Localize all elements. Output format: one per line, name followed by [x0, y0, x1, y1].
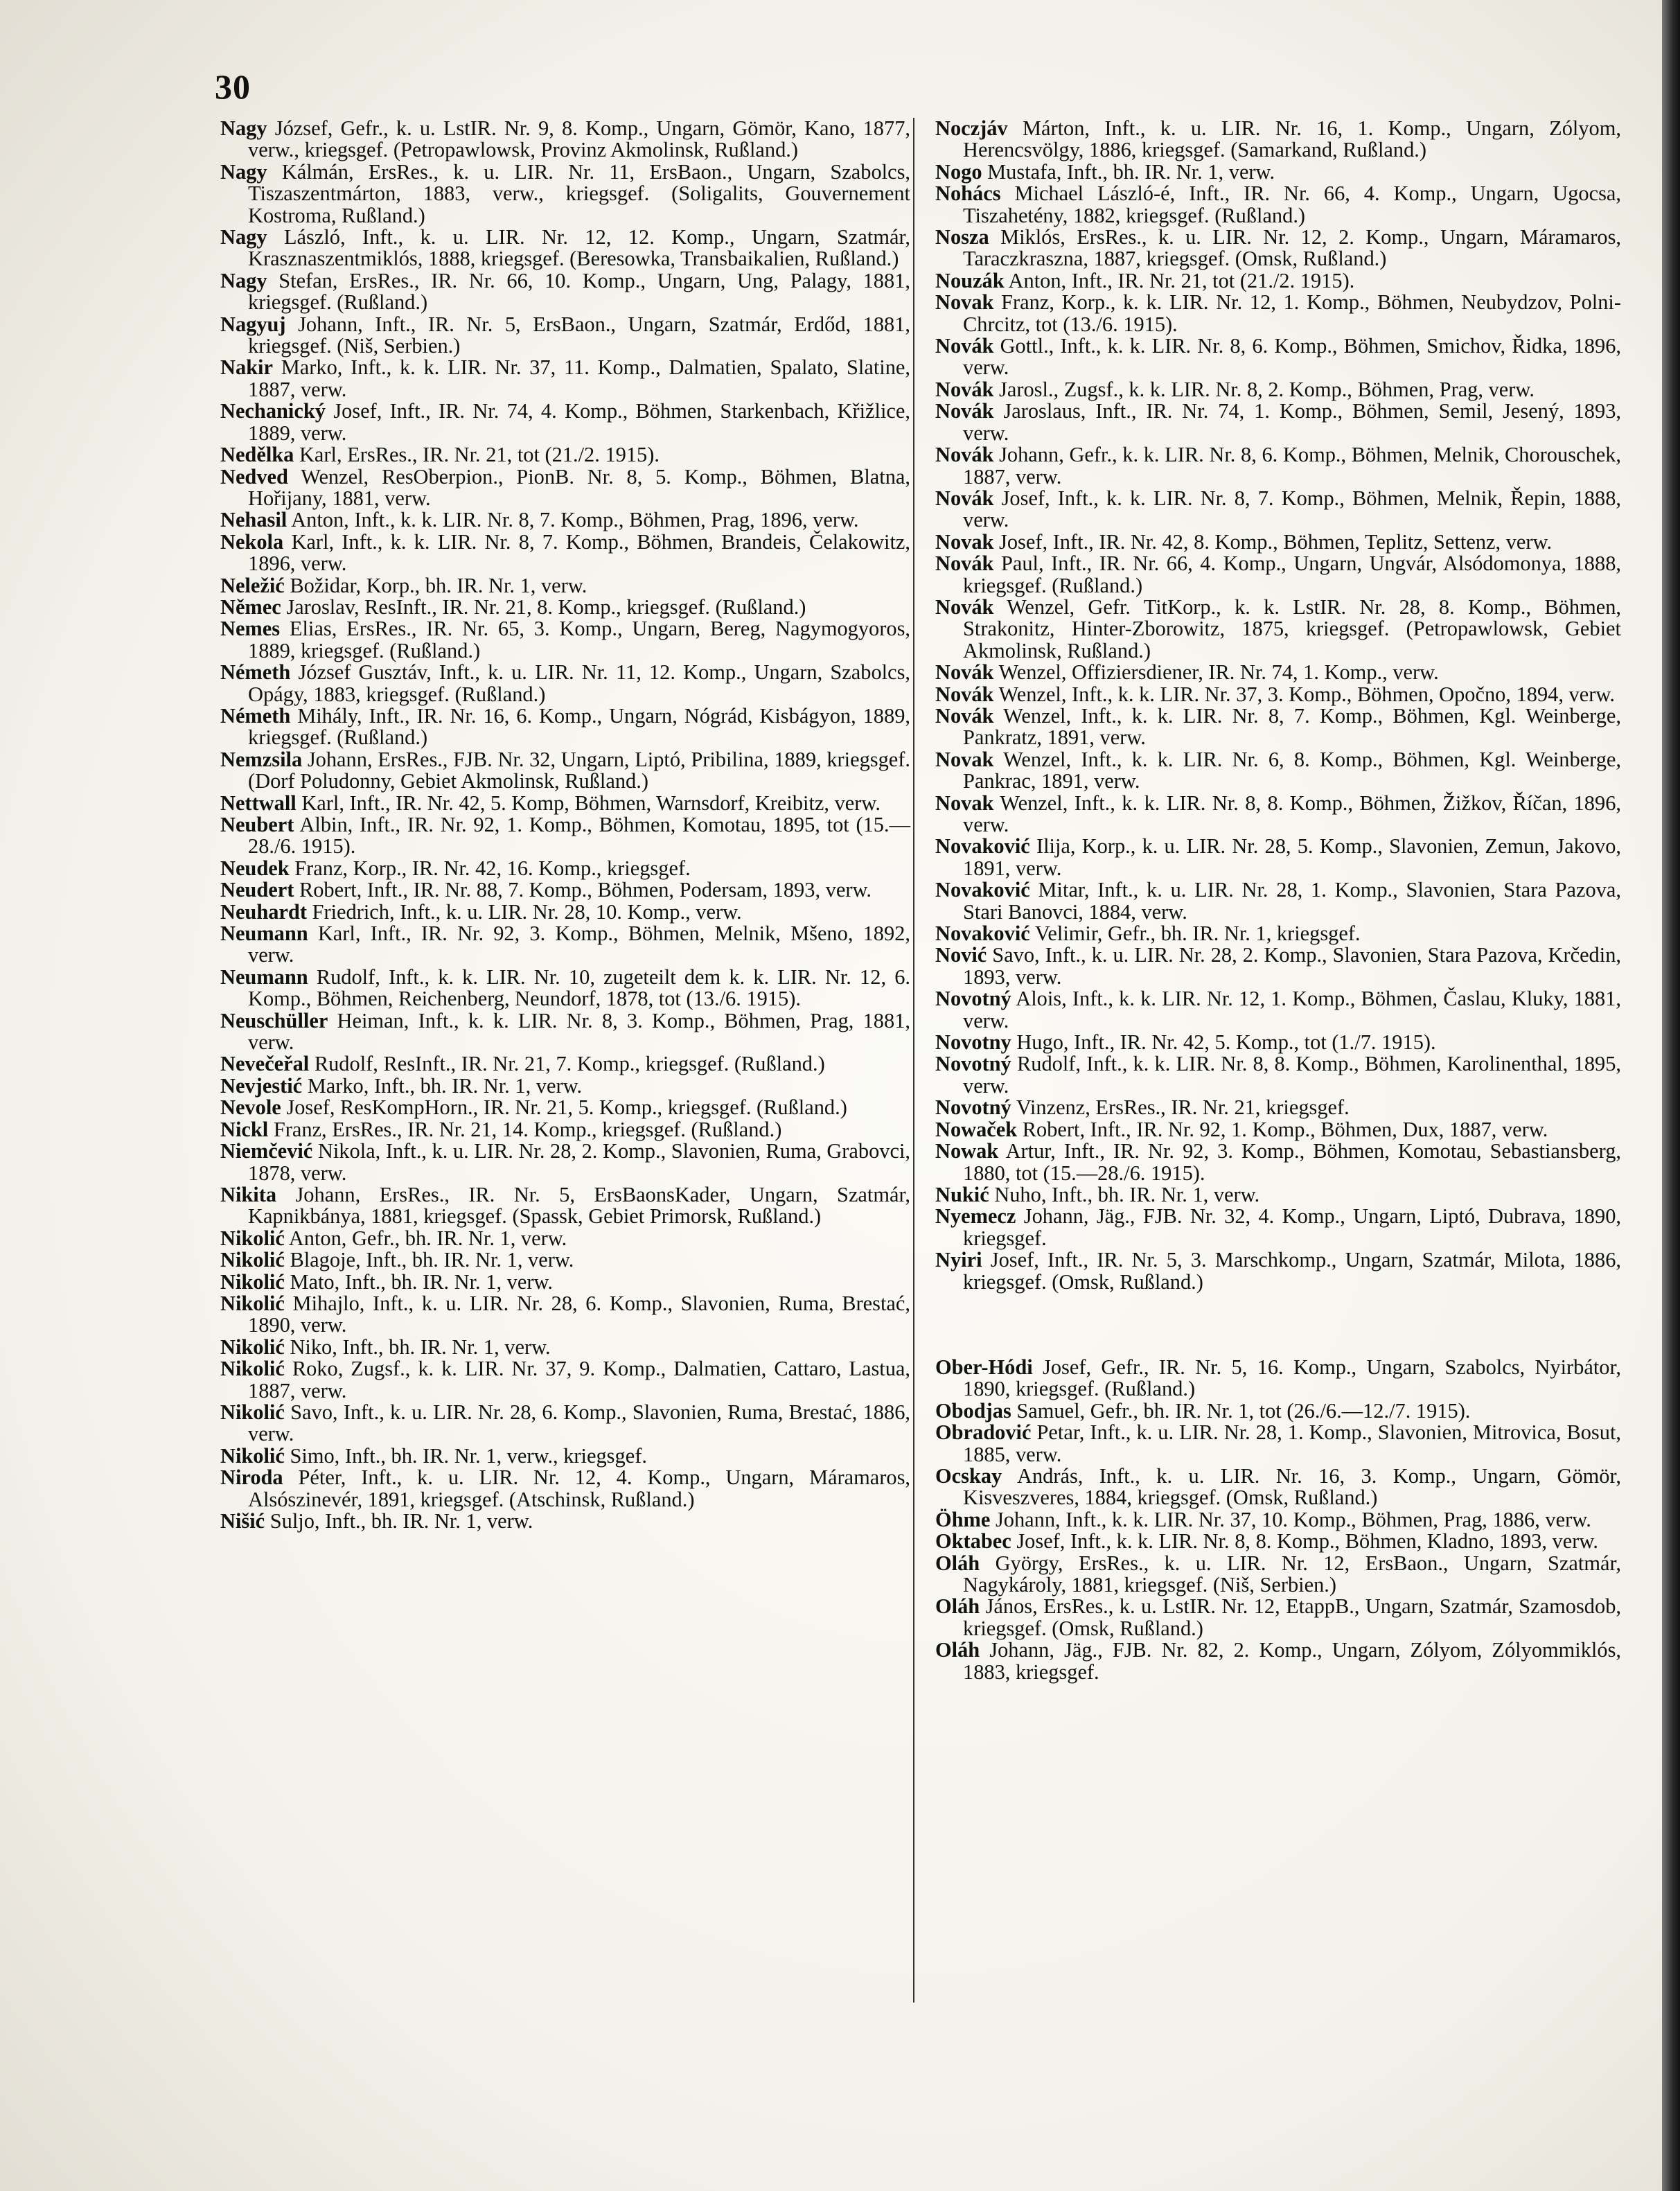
list-entry [220, 1249, 910, 1271]
entry-details: Suljo, Inft., bh. IR. Nr. 1, verw. [265, 1509, 533, 1533]
entry-surname: Nosza [935, 225, 989, 249]
entry-details: Marko, Inft., k. k. LIR. Nr. 37, 11. Komp., Dalmatien, Spalato, Slatine, 1887, verw. [248, 355, 910, 401]
entry-surname: Nohács [935, 182, 1001, 206]
entry-details: Jaroslav, ResInft., IR. Nr. 21, 8. Komp., kriegsgef. (Rußland.) [281, 595, 806, 619]
entry-details: Hugo, Inft., IR. Nr. 42, 5. Komp., tot (1./7. 1915). [1011, 1030, 1436, 1055]
entry-details: Johann, Gefr., k. k. LIR. Nr. 8, 6. Komp., Böhmen, Melnik, Chorouschek, 1887, verw. [963, 443, 1621, 489]
entry-details: Roko, Zugsf., k. k. LIR. Nr. 37, 9. Komp., Dalmatien, Cattaro, Lastua, 1887, verw. [248, 1357, 910, 1402]
entry-surname: Nevjestić [220, 1073, 303, 1098]
entry-surname: Nović [935, 943, 987, 967]
list-entry [935, 1184, 1621, 1206]
entry-details: Michael László-é, Inft., IR. Nr. 66, 4. Komp., Ungarn, Ugocsa, Tiszahetény, 1882, kriegsgef. (Rußland.) [963, 182, 1621, 227]
list-entry [935, 444, 1621, 488]
list-entry [935, 1639, 1621, 1683]
list-entry [935, 553, 1621, 597]
list-entry [935, 879, 1621, 923]
list-entry [220, 1075, 910, 1097]
entry-surname: Novaković [935, 878, 1030, 902]
entry-surname: Obradović [935, 1420, 1032, 1445]
list-entry [935, 1249, 1621, 1293]
entry-surname: Obodjas [935, 1398, 1011, 1423]
entry-details: Simo, Inft., bh. IR. Nr. 1, verw., kriegsgef. [284, 1443, 647, 1468]
entry-surname: Nagy [220, 159, 267, 184]
entry-surname: Nedělka [220, 443, 294, 467]
entry-surname: Nikolić [220, 1443, 285, 1468]
entry-surname: Nikolić [220, 1248, 285, 1272]
entry-details: Elias, ErsRes., IR. Nr. 65, 3. Komp., Ungarn, Bereg, Nagymogyoros, 1889, kriegsgef. (Rußland.) [248, 617, 910, 662]
entry-surname: Novák [935, 552, 994, 576]
entry-details: Rudolf, ResInft., IR. Nr. 21, 7. Komp., kriegsgef. (Rußland.) [309, 1052, 825, 1076]
list-entry [220, 1010, 910, 1054]
list-entry [220, 1053, 910, 1075]
list-entry [220, 118, 910, 161]
entry-surname: Nedved [220, 464, 288, 489]
entry-details: Márton, Inft., k. u. LIR. Nr. 16, 1. Komp., Ungarn, Zólyom, Herencsvölgy, 1886, kriegsgef. (Samarkand, Rußland.) [963, 116, 1621, 162]
entry-details: Savo, Inft., k. u. LIR. Nr. 28, 2. Komp., Slavonien, Stara Pazova, Krčedin, 1893, verw. [963, 943, 1621, 989]
entry-details: Blagoje, Inft., bh. IR. Nr. 1, verw. [284, 1248, 574, 1272]
entry-surname: Neudek [220, 856, 290, 880]
entry-details: Gottl., Inft., k. k. LIR. Nr. 8, 6. Komp., Böhmen, Smichov, Řidka, 1896, verw. [963, 334, 1621, 380]
entry-details: Rudolf, Inft., k. k. LIR. Nr. 8, 8. Komp., Böhmen, Karolinenthal, 1895, verw. [963, 1052, 1621, 1098]
list-entry [220, 1467, 910, 1511]
entry-surname: Novák [935, 334, 994, 358]
entry-surname: Nikolić [220, 1269, 285, 1294]
list-entry [220, 1358, 910, 1402]
right-column-n-section [935, 118, 1621, 1293]
list-entry [935, 662, 1621, 683]
list-entry [935, 270, 1621, 292]
entry-surname: Novak [935, 747, 994, 771]
entry-details: Josef, Inft., IR. Nr. 5, 3. Marschkomp., Ungarn, Szatmár, Milota, 1886, kriegsgef. (Omsk, Rußland.) [963, 1248, 1621, 1294]
entry-details: Johann, Inft., k. k. LIR. Nr. 37, 10. Komp., Böhmen, Prag, 1886, verw. [990, 1507, 1591, 1531]
list-entry [220, 1097, 910, 1118]
entry-surname: Németh [220, 660, 291, 685]
column-divider [913, 118, 914, 2003]
entry-details: Johann, Inft., IR. Nr. 5, ErsBaon., Ungarn, Szatmár, Erdőd, 1881, kriegsgef. (Niš, Serbien.) [248, 312, 910, 358]
entry-details: Artur, Inft., IR. Nr. 92, 3. Komp., Böhmen, Komotau, Sebastiansberg, 1880, tot (15.—28./6. 1915). [963, 1139, 1621, 1185]
entry-details: Paul, Inft., IR. Nr. 66, 4. Komp., Ungarn, Ungvár, Alsódomonya, 1888, kriegsgef. (Rußland.) [963, 552, 1621, 597]
list-entry [220, 901, 910, 923]
entry-details: Miklós, ErsRes., k. u. LIR. Nr. 12, 2. Komp., Ungarn, Máramaros, Taraczkraszna, 1887, kriegsgef. (Omsk, Rußland.) [963, 225, 1621, 271]
list-entry [935, 1032, 1621, 1053]
entry-surname: Öhme [935, 1507, 991, 1531]
list-entry [935, 749, 1621, 793]
list-entry [220, 1402, 910, 1445]
entry-surname: Novák [935, 682, 994, 706]
entry-details: András, Inft., k. u. LIR. Nr. 16, 3. Komp., Ungarn, Gömör, Kisveszveres, 1884, kriegsgef. (Omsk, Rußland.) [963, 1463, 1621, 1510]
entry-surname: Neumann [220, 922, 308, 946]
list-entry [935, 793, 1621, 836]
entry-details: Johann, Jäg., FJB. Nr. 82, 2. Komp., Ungarn, Zólyom, Zólyommiklós, 1883, kriegsgef. [963, 1638, 1621, 1684]
entry-details: Josef, ResKompHorn., IR. Nr. 21, 5. Komp., kriegsgef. (Rußland.) [281, 1096, 847, 1120]
list-entry [935, 1400, 1621, 1422]
entry-details: Marko, Inft., bh. IR. Nr. 1, verw. [302, 1073, 583, 1098]
entry-details: Johann, Jäg., FJB. Nr. 32, 4. Komp., Ungarn, Liptó, Dubrava, 1890, kriegsgef. [963, 1204, 1621, 1250]
entry-surname: Novak [935, 290, 994, 315]
list-entry [935, 944, 1621, 988]
entry-details: Mitar, Inft., k. u. LIR. Nr. 28, 1. Komp., Slavonien, Stara Pazova, Stari Banovci, 1884, verw. [963, 878, 1621, 924]
entry-surname: Novák [935, 486, 994, 510]
list-entry [220, 1184, 910, 1228]
entry-surname: Novák [935, 377, 994, 401]
entry-details: Mihály, Inft., IR. Nr. 16, 6. Komp., Ungarn, Nógrád, Kisbágyon, 1889, kriegsgef. (Rußland.) [248, 703, 910, 750]
entry-details: János, ErsRes., k. u. LstIR. Nr. 12, EtappB., Ungarn, Szatmár, Szamosdob, kriegsgef. (Omsk, Rußland.) [963, 1594, 1621, 1640]
entry-surname: Novotný [935, 1052, 1011, 1076]
list-entry [935, 1531, 1621, 1552]
entry-surname: Novaković [935, 834, 1030, 859]
entry-surname: Niroda [220, 1466, 283, 1490]
entry-details: Wenzel, Inft., k. k. LIR. Nr. 6, 8. Komp., Böhmen, Kgl. Weinberge, Pankrac, 1891, verw. [963, 747, 1621, 793]
list-entry [935, 1463, 1621, 1510]
entry-details: Wenzel, Offiziersdiener, IR. Nr. 74, 1. Komp., verw. [993, 660, 1439, 685]
entry-surname: Neudert [220, 878, 294, 902]
entry-details: Péter, Inft., k. u. LIR. Nr. 12, 4. Komp., Ungarn, Máramaros, Alsószinevér, 1891, kriegsgef. (Atschinsk, Rußland.) [248, 1466, 910, 1511]
list-entry [935, 1596, 1621, 1639]
list-entry [935, 988, 1621, 1032]
entry-surname: Nettwall [220, 791, 297, 815]
list-entry [935, 488, 1621, 531]
list-entry [220, 793, 910, 814]
section-gap [935, 1293, 1621, 1357]
list-entry [220, 314, 910, 358]
list-entry [935, 1119, 1621, 1141]
list-entry [220, 531, 910, 575]
list-entry [935, 227, 1621, 270]
entry-details: Kálmán, ErsRes., k. u. LIR. Nr. 11, ErsBaon., Ungarn, Szabolcs, Tiszaszentmárton, 1883, verw., kriegsgef. (Soligalits, Gouvernement Kostroma, Rußland.) [248, 159, 910, 227]
list-entry [935, 118, 1621, 161]
entry-surname: Nikolić [220, 1335, 285, 1359]
entry-surname: Novotny [935, 1030, 1011, 1055]
entry-surname: Nowaček [935, 1117, 1018, 1141]
entry-surname: Neležić [220, 573, 285, 597]
list-entry [220, 618, 910, 662]
list-entry [220, 1511, 910, 1532]
right-column [935, 118, 1621, 1683]
entry-surname: Nechanický [220, 399, 326, 423]
entry-details: Wenzel, Inft., k. k. LIR. Nr. 8, 8. Komp., Böhmen, Žižkov, Říčan, 1896, verw. [963, 791, 1621, 836]
entry-details: Nikola, Inft., k. u. LIR. Nr. 28, 2. Komp., Slavonien, Ruma, Grabovci, 1878, verw. [248, 1139, 910, 1185]
list-entry [935, 401, 1621, 444]
list-entry [935, 1141, 1621, 1184]
entry-details: Josef, Inft., IR. Nr. 74, 4. Komp., Böhmen, Starkenbach, Křižlice, 1889, verw. [248, 399, 910, 445]
entry-details: József, Gefr., k. u. LstIR. Nr. 9, 8. Komp., Ungarn, Gömör, Kano, 1877, verw., kriegsgef. (Petropawlowsk, Provinz Akmolinsk, Rußland.) [248, 116, 910, 162]
list-entry [935, 684, 1621, 705]
entry-surname: Novak [935, 529, 994, 554]
entry-surname: Nevole [220, 1096, 281, 1120]
entry-details: Niko, Inft., bh. IR. Nr. 1, verw. [284, 1335, 551, 1359]
entry-surname: Németh [220, 703, 291, 728]
entry-surname: Neumann [220, 965, 308, 989]
entry-surname: Novak [935, 791, 994, 815]
entry-surname: Ocskay [935, 1463, 1002, 1488]
entry-details: Jarosl., Zugsf., k. k. LIR. Nr. 8, 2. Komp., Böhmen, Prag, verw. [993, 377, 1535, 401]
entry-details: Franz, ErsRes., IR. Nr. 21, 14. Komp., kriegsgef. (Rußland.) [268, 1117, 782, 1141]
entry-surname: Novák [935, 595, 994, 619]
list-entry [220, 923, 910, 967]
list-entry [935, 183, 1621, 227]
entry-details: Savo, Inft., k. u. LIR. Nr. 28, 6. Komp., Slavonien, Ruma, Brestać, 1886, verw. [248, 1400, 910, 1446]
entry-details: Franz, Korp., IR. Nr. 42, 16. Komp., kriegsgef. [289, 856, 691, 880]
list-entry [935, 1553, 1621, 1596]
list-entry [220, 444, 910, 466]
entry-details: Josef, Gefr., IR. Nr. 5, 16. Komp., Ungarn, Szabolcs, Nyirbátor, 1890, kriegsgef. (Rußland.) [963, 1355, 1621, 1401]
list-entry [220, 1269, 910, 1294]
list-entry [935, 705, 1621, 749]
entry-surname: Nemes [220, 617, 281, 641]
entry-details: Vinzenz, ErsRes., IR. Nr. 21, kriegsgef. [1011, 1096, 1350, 1120]
entry-surname: Oláh [935, 1638, 980, 1662]
entry-surname: Niemčević [220, 1139, 313, 1163]
entry-surname: Nevečeřal [220, 1052, 310, 1076]
entry-details: Johann, ErsRes., IR. Nr. 5, ErsBaonsKader, Ungarn, Szatmár, Kapnikbánya, 1881, kriegsgef. (Spassk, Gebiet Primorsk, Rußland.) [248, 1182, 910, 1229]
list-entry [220, 227, 910, 270]
entry-surname: Novák [935, 703, 994, 728]
entry-surname: Nikolić [220, 1291, 285, 1315]
entry-details: Wenzel, Gefr. TitKorp., k. k. LstIR. Nr. 28, 8. Komp., Böhmen, Strakonitz, Hinter-Zborowitz, 1875, kriegsgef. (Petropawlowsk, Gebiet Akmolinsk, Rußland.) [963, 595, 1621, 662]
entry-details: Karl, Inft., IR. Nr. 42, 5. Komp, Böhmen, Warnsdorf, Kreibitz, verw. [296, 791, 881, 815]
entry-details: Rudolf, Inft., k. k. LIR. Nr. 10, zugeteilt dem k. k. LIR. Nr. 12, 6. Komp., Böhmen, Reichenberg, Neundorf, 1878, tot (13./6. 1915). [248, 965, 910, 1011]
entry-surname: Neuschüller [220, 1008, 328, 1032]
right-column-o-section [935, 1357, 1621, 1683]
entry-details: Anton, Inft., IR. Nr. 21, tot (21./2. 1915). [1004, 268, 1355, 292]
entry-details: György, ErsRes., k. u. LIR. Nr. 12, ErsBaon., Ungarn, Szatmár, Nagykároly, 1881, kriegsgef. (Niš, Serbien.) [963, 1551, 1621, 1596]
entry-details: Karl, Inft., IR. Nr. 92, 3. Komp., Böhmen, Melnik, Mšeno, 1892, verw. [248, 922, 910, 967]
list-entry [220, 1445, 910, 1467]
entry-surname: Nukić [935, 1182, 989, 1206]
list-entry [220, 814, 910, 858]
entry-surname: Novotný [935, 987, 1011, 1011]
entry-surname: Nagyuj [220, 312, 286, 336]
list-entry [220, 466, 910, 510]
list-entry [220, 597, 910, 618]
entry-surname: Nikolić [220, 1226, 285, 1250]
entry-surname: Neubert [220, 813, 294, 836]
entry-surname: Nagy [220, 116, 267, 140]
page-number: 30 [215, 67, 251, 106]
entry-details: Robert, Inft., IR. Nr. 92, 1. Komp., Böhmen, Dux, 1887, verw. [1017, 1117, 1548, 1141]
list-entry [220, 575, 910, 597]
entry-details: Ilija, Korp., k. u. LIR. Nr. 28, 5. Komp., Slavonien, Zemun, Jakovo, 1891, verw. [963, 834, 1621, 880]
entry-surname: Nyemecz [935, 1204, 1016, 1229]
list-entry [935, 1206, 1621, 1249]
entry-surname: Nogo [935, 159, 982, 184]
entry-details: Samuel, Gefr., bh. IR. Nr. 1, tot (26./6.—12./7. 1915). [1011, 1398, 1471, 1423]
entry-details: Nuho, Inft., bh. IR. Nr. 1, verw. [989, 1182, 1260, 1206]
list-entry [220, 509, 910, 531]
left-column [220, 118, 910, 1532]
list-entry [220, 749, 910, 793]
entry-details: József Gusztáv, Inft., k. u. LIR. Nr. 11, 12. Komp., Ungarn, Szabolcs, Opágy, 1883, kriegsgef. (Rußland.) [248, 660, 910, 706]
entry-details: Mihajlo, Inft., k. u. LIR. Nr. 28, 6. Komp., Slavonien, Ruma, Brestać, 1890, verw. [248, 1291, 910, 1337]
list-entry [220, 1141, 910, 1184]
entry-details: Jaroslaus, Inft., IR. Nr. 74, 1. Komp., Böhmen, Semil, Jesený, 1893, verw. [963, 399, 1621, 445]
list-entry [220, 357, 910, 401]
entry-surname: Nagy [220, 268, 267, 292]
entry-surname: Ober-Hódi [935, 1355, 1033, 1379]
entry-details: Mato, Inft., bh. IR. Nr. 1, verw. [284, 1269, 554, 1294]
entry-details: Friedrich, Inft., k. u. LIR. Nr. 28, 10. Komp., verw. [306, 899, 742, 924]
list-entry [220, 967, 910, 1010]
entry-surname: Oláh [935, 1594, 980, 1619]
entry-surname: Nagy [220, 225, 267, 249]
entry-details: Wenzel, Inft., k. k. LIR. Nr. 8, 7. Komp., Böhmen, Kgl. Weinberge, Pankratz, 1891, verw. [963, 703, 1621, 750]
list-entry [220, 1293, 910, 1337]
entry-surname: Novák [935, 399, 994, 423]
list-entry [935, 923, 1621, 944]
list-entry [935, 531, 1621, 553]
list-entry [220, 161, 910, 227]
entry-details: Josef, Inft., k. k. LIR. Nr. 8, 7. Komp., Böhmen, Melnik, Řepin, 1888, verw. [963, 486, 1621, 532]
entry-surname: Nikita [220, 1182, 277, 1206]
entry-details: Petar, Inft., k. u. LIR. Nr. 28, 1. Komp., Slavonien, Mitrovica, Bosut, 1885, verw. [963, 1420, 1621, 1466]
entry-details: László, Inft., k. u. LIR. Nr. 12, 12. Komp., Ungarn, Szatmár, Krasznaszentmiklós, 1888, kriegsgef. (Beresowka, Transbaikalien, Rußland.) [248, 225, 910, 271]
entry-surname: Nehasil [220, 508, 288, 532]
entry-details: Anton, Inft., k. k. LIR. Nr. 8, 7. Komp., Böhmen, Prag, 1896, verw. [287, 508, 859, 532]
page-edge-shadow [1662, 0, 1680, 2191]
entry-surname: Nowak [935, 1139, 999, 1163]
entry-surname: Oktabec [935, 1529, 1011, 1554]
entry-details: Karl, Inft., k. k. LIR. Nr. 8, 7. Komp., Böhmen, Brandeis, Čelakowitz, 1896, verw. [248, 529, 910, 576]
entry-surname: Nouzák [935, 268, 1005, 292]
list-entry [935, 1422, 1621, 1466]
entry-surname: Nakir [220, 355, 273, 380]
entry-details: Božidar, Korp., bh. IR. Nr. 1, verw. [284, 573, 587, 597]
entry-details: Wenzel, Inft., k. k. LIR. Nr. 37, 3. Komp., Böhmen, Opočno, 1894, verw. [993, 682, 1615, 706]
list-entry [935, 836, 1621, 879]
list-entry [935, 161, 1621, 183]
list-entry [220, 858, 910, 879]
list-entry [220, 662, 910, 705]
entry-details: Velimir, Gefr., bh. IR. Nr. 1, kriegsgef. [1029, 922, 1361, 946]
entry-details: Wenzel, ResOberpion., PionB. Nr. 8, 5. Komp., Böhmen, Blatna, Hořijany, 1881, verw. [248, 464, 910, 510]
list-entry [220, 1119, 910, 1141]
entry-surname: Nikolić [220, 1400, 285, 1424]
entry-surname: Oláh [935, 1551, 980, 1575]
entry-surname: Neuhardt [220, 899, 307, 924]
list-entry [935, 1097, 1621, 1118]
entry-surname: Němec [220, 595, 281, 619]
entry-details: Stefan, ErsRes., IR. Nr. 66, 10. Komp., Ungarn, Ung, Palagy, 1881, kriegsgef. (Rußland.) [248, 268, 910, 315]
entry-surname: Novák [935, 443, 994, 467]
list-entry [220, 705, 910, 749]
entry-details: Josef, Inft., k. k. LIR. Nr. 8, 8. Komp., Böhmen, Kladno, 1893, verw. [1011, 1529, 1598, 1554]
entry-surname: Nišić [220, 1509, 265, 1533]
list-entry [935, 1509, 1621, 1531]
entry-details: Anton, Gefr., bh. IR. Nr. 1, verw. [284, 1226, 567, 1250]
entry-surname: Nikolić [220, 1357, 285, 1381]
entry-details: Alois, Inft., k. k. LIR. Nr. 12, 1. Komp., Böhmen, Časlau, Kluky, 1881, verw. [963, 987, 1621, 1032]
entry-surname: Nyiri [935, 1248, 982, 1272]
entry-details: Heiman, Inft., k. k. LIR. Nr. 8, 3. Komp., Böhmen, Prag, 1881, verw. [248, 1008, 910, 1055]
list-entry [220, 270, 910, 314]
entry-surname: Nekola [220, 529, 284, 554]
list-entry [935, 1053, 1621, 1097]
list-entry [935, 379, 1621, 401]
list-entry [220, 401, 910, 444]
list-entry [935, 335, 1621, 379]
list-entry [220, 879, 910, 901]
entry-surname: Novák [935, 660, 994, 685]
entry-surname: Nemzsila [220, 747, 303, 771]
entry-details: Albin, Inft., IR. Nr. 92, 1. Komp., Böhmen, Komotau, 1895, tot (15.—28./6. 1915). [248, 813, 910, 859]
entry-details: Franz, Korp., k. k. LIR. Nr. 12, 1. Komp., Böhmen, Neubydzov, Polni-Chrcitz, tot (13./6. 1915). [963, 290, 1621, 336]
entry-details: Johann, ErsRes., FJB. Nr. 32, Ungarn, Liptó, Pribilina, 1889, kriegsgef. (Dorf Poludonny, Gebiet Akmolinsk, Rußland.) [248, 747, 910, 793]
list-entry [935, 597, 1621, 662]
list-entry [220, 1337, 910, 1358]
entry-details: Karl, ErsRes., IR. Nr. 21, tot (21./2. 1915). [294, 443, 660, 467]
list-entry [220, 1228, 910, 1249]
entry-surname: Novaković [935, 922, 1030, 946]
entry-details: Robert, Inft., IR. Nr. 88, 7. Komp., Böhmen, Podersam, 1893, verw. [294, 878, 872, 902]
entry-surname: Nickl [220, 1117, 269, 1141]
entry-details: Mustafa, Inft., bh. IR. Nr. 1, verw. [982, 159, 1275, 184]
entry-surname: Novotný [935, 1096, 1011, 1120]
entry-surname: Noczjáv [935, 116, 1008, 140]
list-entry [935, 292, 1621, 335]
entry-details: Josef, Inft., IR. Nr. 42, 8. Komp., Böhmen, Teplitz, Settenz, verw. [993, 529, 1553, 554]
list-entry [935, 1357, 1621, 1400]
